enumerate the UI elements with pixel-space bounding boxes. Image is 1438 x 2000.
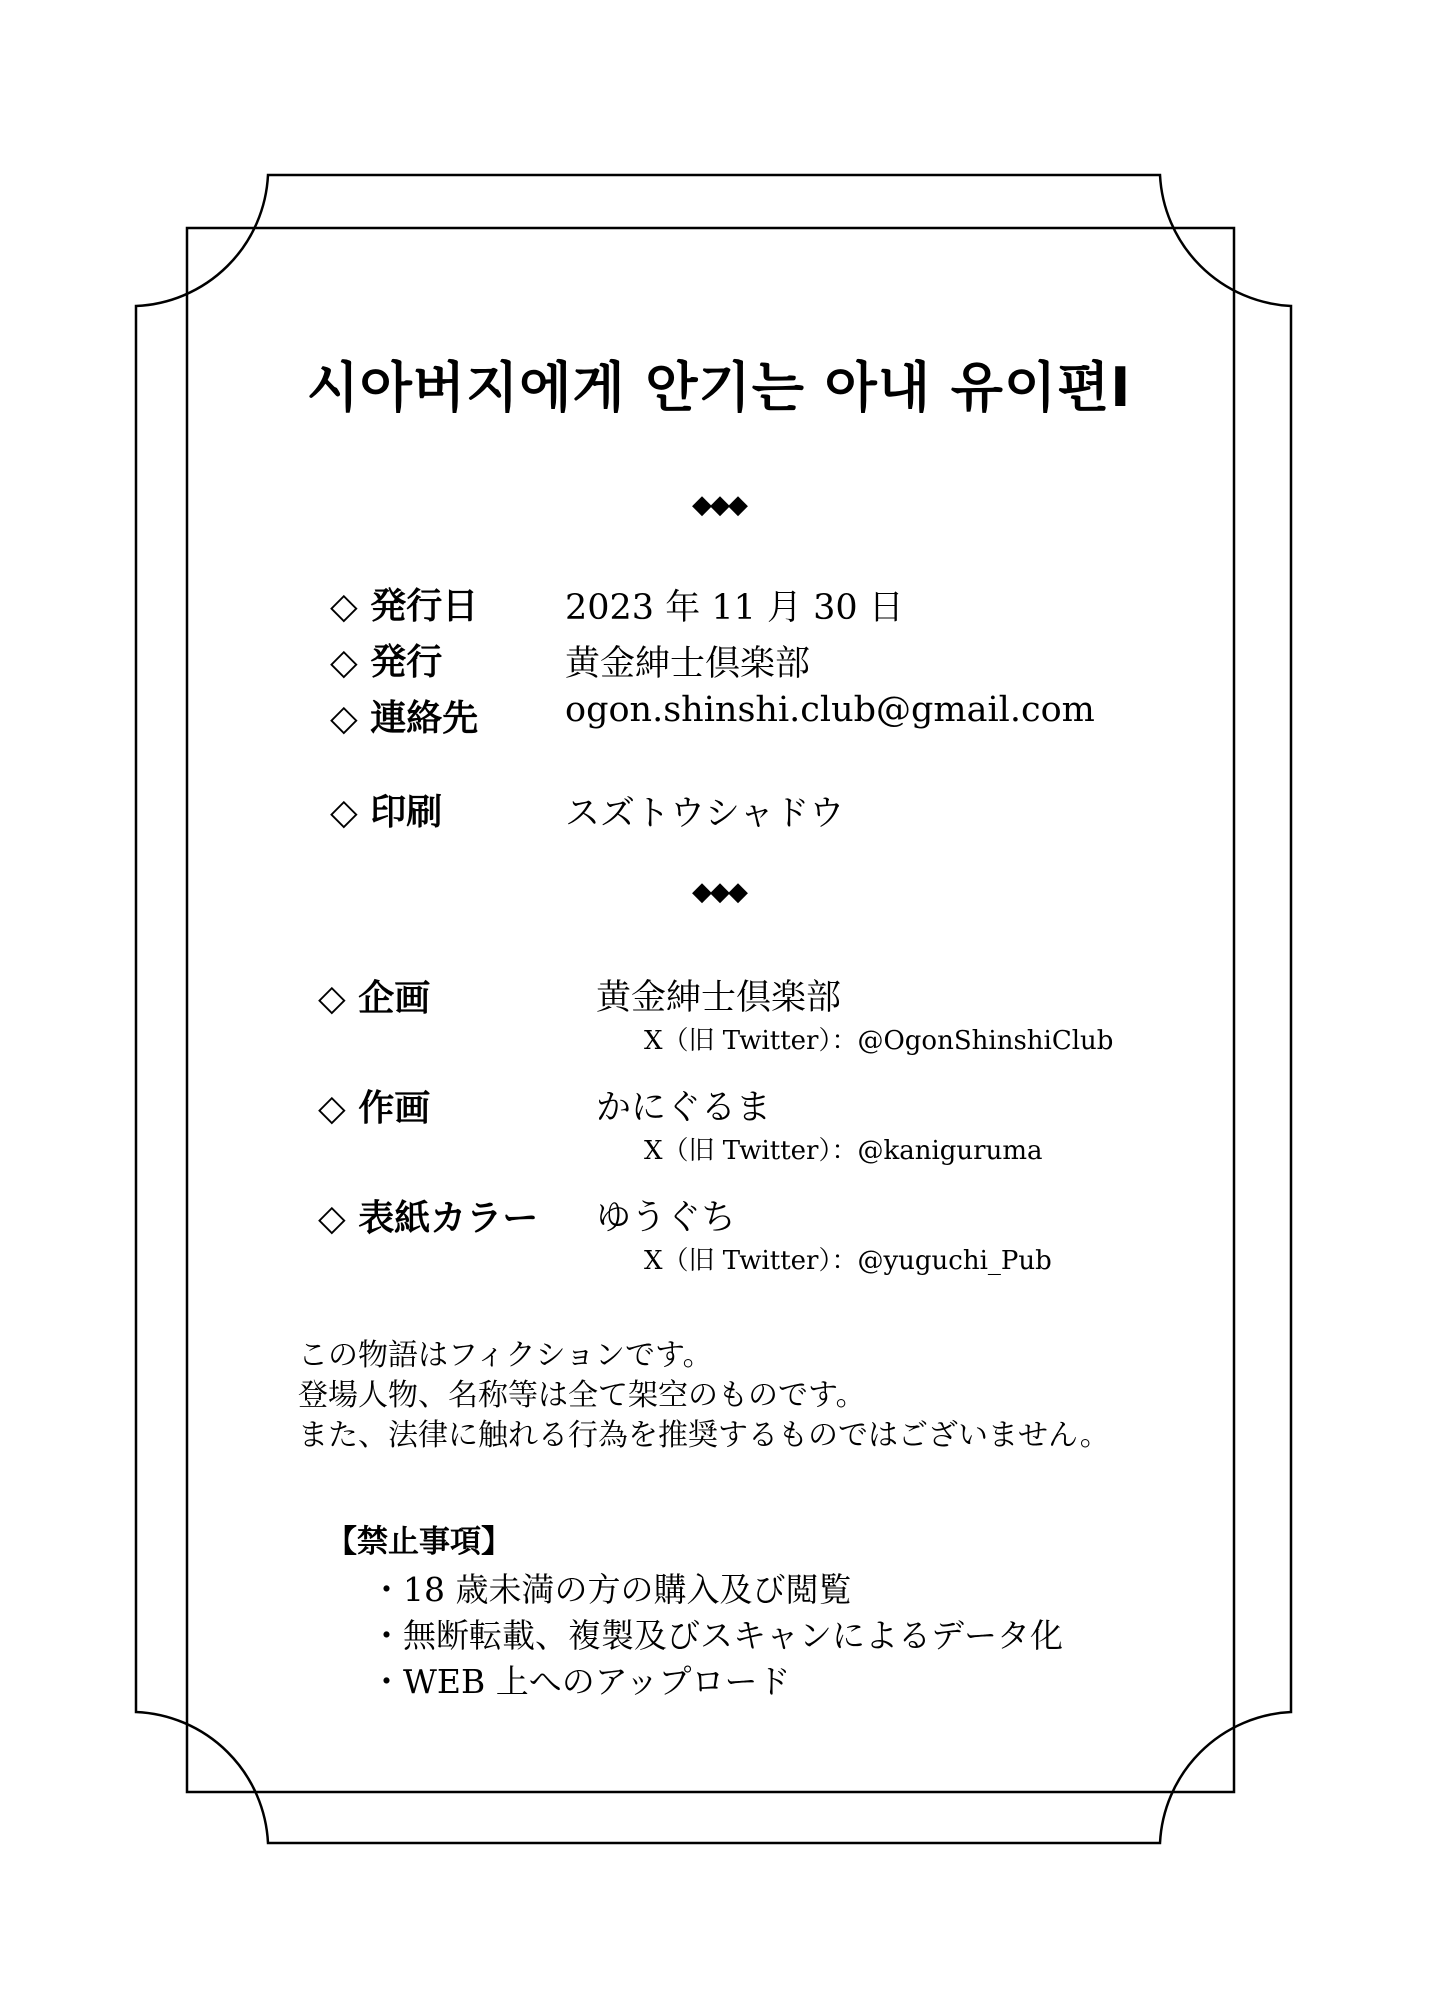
printer-label: ◇ 印刷 [330,792,443,833]
publisher-value: 黄金紳士倶楽部 [565,644,811,684]
cover-color-label: ◇ 表紙カラー [318,1198,539,1239]
artist-handle: X（旧 Twitter）：@kaniguruma [644,1136,1043,1166]
prohibited-item: ・WEB 上へのアップロード [370,1662,791,1701]
artist-label: ◇ 作画 [318,1088,431,1129]
publish-date-label: ◇ 発行日 [330,586,479,627]
planning-value: 黄金紳士倶楽部 [596,978,842,1018]
disclaimer-line: また、法律に触れる行為を推奨するものではございません。 [298,1418,1110,1453]
prohibited-item: ・無断転載、複製及びスキャンによるデータ化 [370,1616,1063,1655]
planning-label: ◇ 企画 [318,978,431,1019]
diamond-ornament: ◆◆◆ [692,877,746,907]
printer-value: スズトウシャドウ [565,794,845,834]
artist-value: かにぐるま [596,1088,772,1128]
cover-color-handle: X（旧 Twitter）：@yuguchi_Pub [644,1246,1052,1276]
disclaimer-line: この物語はフィクションです。 [298,1338,713,1373]
contact-value: ogon.shinshi.club@gmail.com [565,690,1095,730]
diamond-ornament: ◆◆◆ [692,490,746,520]
planning-handle: X（旧 Twitter）：@OgonShinshiClub [644,1026,1114,1056]
publish-date-value: 2023 年 11 月 30 日 [565,588,904,628]
disclaimer-line: 登場人物、名称等は全て架空のものです。 [298,1378,866,1413]
publisher-label: ◇ 発行 [330,642,443,683]
prohibited-heading: 【禁止事項】 [326,1524,512,1560]
prohibited-item: ・18 歳未満の方の購入及び閲覧 [370,1570,852,1609]
page-title: 시아버지에게 안기는 아내 유이편Ⅰ [306,356,1132,419]
contact-label: ◇ 連絡先 [330,698,479,739]
cover-color-value: ゆうぐち [596,1198,737,1238]
